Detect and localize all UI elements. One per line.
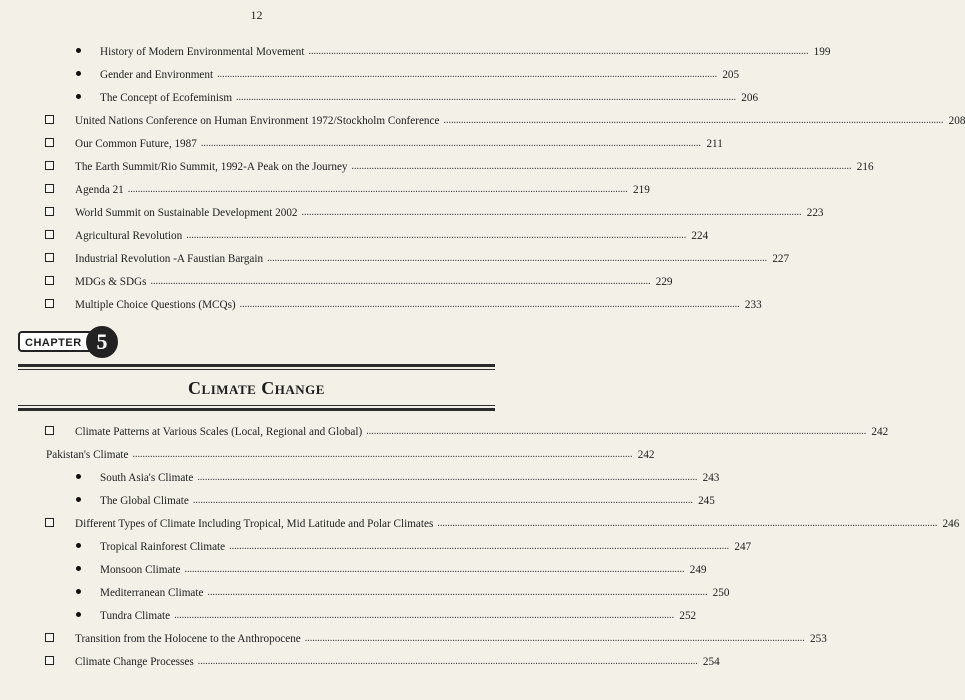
toc-entry[interactable] [0, 650, 720, 673]
toc-entry-page: 229 [655, 275, 673, 288]
dot-leader: ........................................................................................................................................................................................................ [174, 610, 675, 621]
checkbox-icon [45, 656, 54, 665]
toc-entry-title: Tropical Rainforest Climate [100, 540, 226, 553]
checkbox-icon [45, 161, 54, 170]
toc-entry[interactable] [0, 178, 650, 201]
toc-entry-title: MDGs & SDGs [75, 275, 147, 288]
toc-entry-page: 243 [702, 471, 720, 484]
dot-leader: ........................................................................................................................................................................................................ [197, 656, 698, 667]
checkbox-icon [45, 253, 54, 262]
bullet-icon [76, 94, 81, 99]
dot-leader: ........................................................................................................................................................................................................ [127, 184, 628, 195]
dot-leader: ........................................................................................................................................................................................................ [308, 46, 809, 57]
dot-leader: ........................................................................................................................................................................................................ [437, 518, 938, 529]
toc-entry-title: Mediterranean Climate [100, 586, 204, 599]
toc-entry[interactable] [0, 604, 697, 627]
dot-leader: ........................................................................................................................................................................................................ [267, 253, 768, 264]
toc-entry[interactable] [0, 270, 673, 293]
toc-entry[interactable] [0, 443, 655, 466]
toc-entry-page: 199 [813, 45, 831, 58]
bullet-icon [76, 71, 81, 76]
toc-entry[interactable] [0, 40, 831, 63]
checkbox-icon [45, 276, 54, 285]
toc-entry[interactable] [0, 420, 889, 443]
bullet-icon [76, 497, 81, 502]
dot-leader: ........................................................................................................................................................................................................ [132, 449, 633, 460]
checkbox-icon [45, 518, 54, 527]
toc-entry[interactable] [0, 581, 730, 604]
toc-entry-title: Climate Patterns at Various Scales (Local, Regional and Global) [75, 425, 363, 438]
toc-entry-page: 206 [741, 91, 759, 104]
toc-entry-title: World Summit on Sustainable Development 2002 [75, 206, 298, 219]
dot-leader: ........................................................................................................................................................................................................ [150, 276, 651, 287]
toc-entry-title: Industrial Revolution -A Faustian Bargain [75, 252, 264, 265]
toc-entry-page: 223 [806, 206, 824, 219]
dot-leader: ........................................................................................................................................................................................................ [184, 564, 685, 575]
toc-entry-page: 211 [706, 137, 723, 150]
toc-entry-page: 245 [698, 494, 715, 507]
chapter-badge [18, 326, 113, 356]
toc-entry[interactable] [0, 466, 720, 489]
bullet-icon [76, 589, 81, 594]
toc-entry[interactable] [0, 512, 960, 535]
dot-leader: ........................................................................................................................................................................................................ [239, 299, 740, 310]
bullet-icon [76, 566, 81, 571]
toc-entry[interactable] [0, 535, 752, 558]
toc-entry[interactable] [0, 109, 965, 132]
toc-entry-title: Climate Change Processes [75, 655, 194, 668]
toc-entry[interactable] [0, 201, 824, 224]
dot-leader: ........................................................................................................................................................................................................ [351, 161, 852, 172]
toc-list-first [0, 40, 965, 316]
toc-entry[interactable] [0, 627, 827, 650]
toc-entry-page: 254 [702, 655, 720, 668]
toc-entry-title: Agenda 21 [75, 183, 124, 196]
toc-entry-page: 224 [691, 229, 709, 242]
toc-entry-page: 219 [633, 183, 650, 196]
bullet-icon [76, 474, 81, 479]
bullet-icon [76, 543, 81, 548]
bullet-icon [76, 48, 81, 53]
toc-entry-page: 252 [679, 609, 697, 622]
toc-entry[interactable] [0, 63, 740, 86]
checkbox-icon [45, 230, 54, 239]
toc-entry-page: 205 [722, 68, 740, 81]
divider [18, 364, 495, 367]
toc-entry-title: The Earth Summit/Rio Summit, 1992-A Peak on the Journey [75, 160, 348, 173]
toc-entry-page: 250 [712, 586, 730, 599]
checkbox-icon [45, 207, 54, 216]
toc-entry-title: Multiple Choice Questions (MCQs) [75, 298, 236, 311]
divider [18, 369, 495, 370]
toc-entry-title: Our Common Future, 1987 [75, 137, 197, 150]
toc-entry-title: Gender and Environment [100, 68, 214, 81]
toc-entry-title: Agricultural Revolution [75, 229, 183, 242]
chapter-label: CHAPTER [18, 331, 93, 352]
checkbox-icon [45, 184, 54, 193]
toc-list-second [0, 420, 960, 673]
checkbox-icon [45, 633, 54, 642]
toc-entry-title: Transition from the Holocene to the Anthropocene [75, 632, 301, 645]
dot-leader: ........................................................................................................................................................................................................ [192, 495, 693, 506]
toc-entry-title: South Asia's Climate [100, 471, 194, 484]
checkbox-icon [45, 115, 54, 124]
dot-leader: ........................................................................................................................................................................................................ [217, 69, 718, 80]
dot-leader: ........................................................................................................................................................................................................ [236, 92, 737, 103]
toc-entry[interactable] [0, 224, 709, 247]
dot-leader: ........................................................................................................................................................................................................ [186, 230, 687, 241]
dot-leader: ........................................................................................................................................................................................................ [366, 426, 867, 437]
page-number: 12 [250, 8, 263, 22]
dot-leader: ........................................................................................................................................................................................................ [443, 115, 944, 126]
toc-entry-title: History of Modern Environmental Movement [100, 45, 305, 58]
toc-entry-title: The Global Climate [100, 494, 189, 507]
dot-leader: ........................................................................................................................................................................................................ [200, 138, 701, 149]
toc-entry[interactable] [0, 132, 723, 155]
divider [18, 408, 495, 411]
toc-entry-title: Different Types of Climate Including Tropical, Mid Latitude and Polar Climates [75, 517, 434, 530]
dot-leader: ........................................................................................................................................................................................................ [229, 541, 730, 552]
toc-entry-page: 242 [871, 425, 889, 438]
toc-entry-page: 216 [856, 160, 874, 173]
toc-entry-title: Pakistan's Climate [46, 448, 129, 461]
toc-entry-title: United Nations Conference on Human Environment 1972/Stockholm Conference [75, 114, 440, 127]
toc-entry[interactable] [0, 558, 707, 581]
toc-entry-page: 253 [810, 632, 827, 645]
toc-entry-title: Monsoon Climate [100, 563, 181, 576]
toc-entry-page: 227 [772, 252, 790, 265]
toc-entry-title: Tundra Climate [100, 609, 171, 622]
dot-leader: ........................................................................................................................................................................................................ [197, 472, 698, 483]
checkbox-icon [45, 299, 54, 308]
toc-entry-title: The Concept of Ecofeminism [100, 91, 233, 104]
chapter-title: Climate Change [188, 378, 325, 398]
toc-entry[interactable] [0, 86, 759, 109]
checkbox-icon [45, 138, 54, 147]
chapter-number: 5 [86, 326, 118, 358]
divider [18, 405, 495, 406]
dot-leader: ........................................................................................................................................................................................................ [304, 633, 805, 644]
toc-entry-page: 208 [948, 114, 965, 127]
toc-entry-page: 246 [942, 517, 960, 530]
dot-leader: ........................................................................................................................................................................................................ [301, 207, 802, 218]
toc-entry-page: 233 [744, 298, 762, 311]
checkbox-icon [45, 426, 54, 435]
toc-entry[interactable] [0, 155, 874, 178]
toc-entry[interactable] [0, 293, 762, 316]
toc-entry[interactable] [0, 489, 715, 512]
bullet-icon [76, 612, 81, 617]
dot-leader: ........................................................................................................................................................................................................ [207, 587, 708, 598]
toc-entry-page: 242 [637, 448, 655, 461]
toc-entry-page: 249 [689, 563, 707, 576]
toc-entry-page: 247 [734, 540, 752, 553]
toc-entry[interactable] [0, 247, 790, 270]
